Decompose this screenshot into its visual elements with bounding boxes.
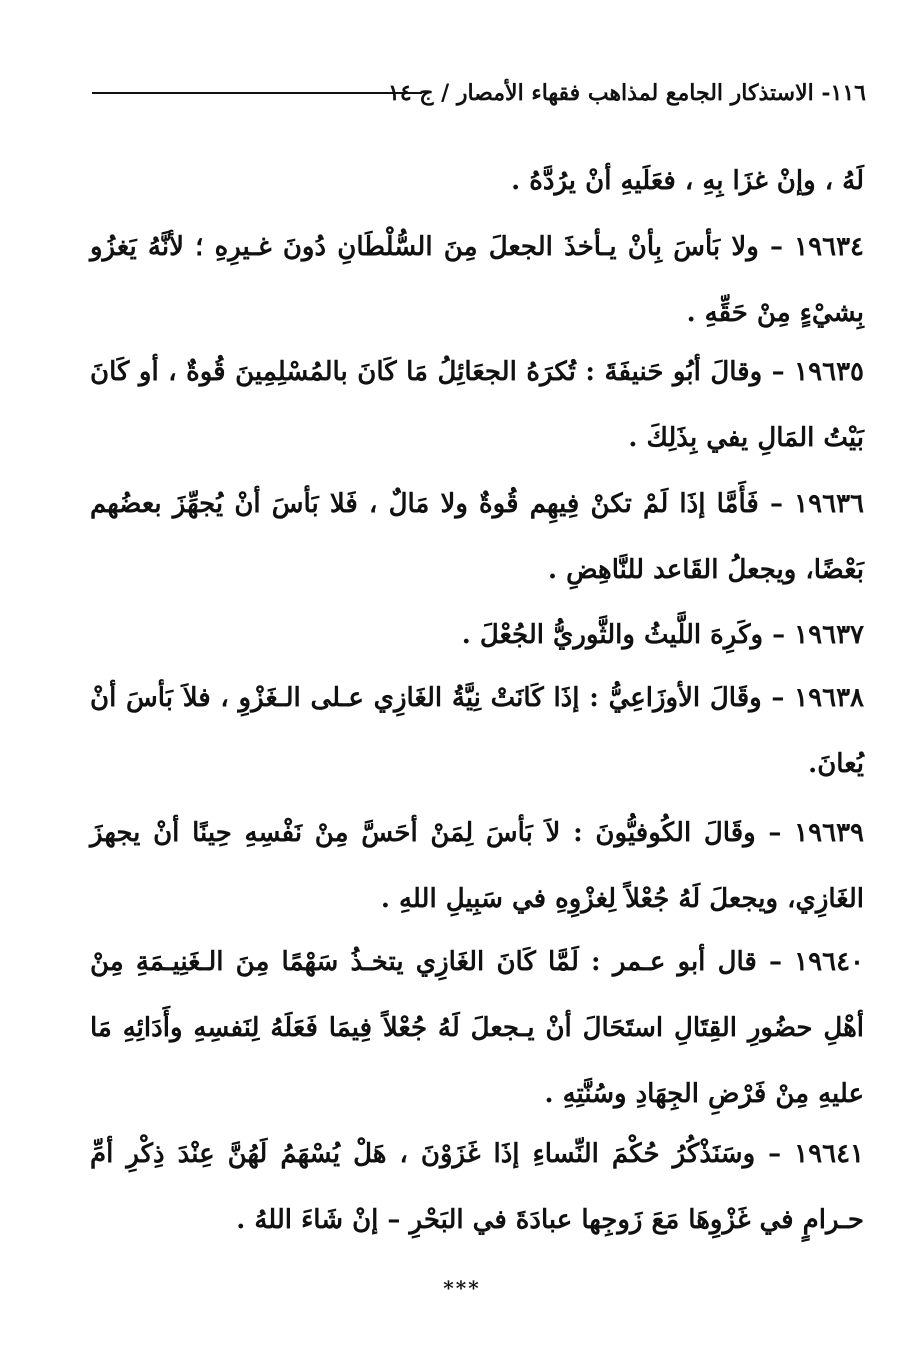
paragraph-19637: ١٩٦٣٧ – وكَرِهَ اللَّيثُ والثَّوريُّ الجُعْلَ . <box>461 620 864 650</box>
section-separator: *** <box>443 1276 481 1300</box>
paragraph-continuation: لَهُ ، وإنْ غزَا بِهِ ، فعَلَيهِ أنْ يرُدَّهُ . <box>511 166 864 196</box>
paragraph-19641: ١٩٦٤١ – وسَنَذْكُرُ حُكْمَ النِّساءِ إذَا غَزَوْنَ ، هَلْ يُسْهَمُ لَهُنَّ عِنْدَ ذِكْرِ أمِّ حـرامٍ في غَزْوِهَا مَعَ زَوجِها عبادَةَ في البَحْرِ – إنْ شَاءَ اللهُ . <box>90 1139 864 1235</box>
paragraph-19635: ١٩٦٣٥ – وقالَ أبُو حَنيفَةَ : تُكرَهُ الجعَائِلُ مَا كَانَ بالمُسْلِمِينَ قُوةٌ ، أو كَانَ بَيْتُ المَالِ يفي بِذَلِكَ . <box>90 357 864 453</box>
paragraph-19638: ١٩٦٣٨ – وقَالَ الأوزَاعِيُّ : إذَا كَانَتْ نِيَّةُ الغَازِي عـلى الـغَزْوِ ، فلاَ بَأسَ أنْ يُعانَ. <box>90 683 864 779</box>
paragraph-19640: ١٩٦٤٠ – قال أبو عـمر : لَمَّا كَانَ الغَازِي يتخـذُ سَهْمًا مِنَ الـغَنِيـمَةِ مِنْ أهْلِ حضُورِ القِتَالِ استَحَالَ أنْ يـجعلَ لَهُ جُعْلاً فِيمَا فَعَلَهُ لِنَفسِهِ وأَدَائِهِ مَا عليهِ مِنْ فَرْضِ الجِهَادِ وسُنَّتِهِ . <box>90 947 864 1109</box>
running-header: ١١٦- الاستذكار الجامع لمذاهب فقهاء الأمصار / ج ١٤ <box>388 80 866 106</box>
header-rule <box>92 92 422 94</box>
paragraph-19639: ١٩٦٣٩ – وقَالَ الكُوفيُّونَ : لاَ بَأسَ لِمَنْ أحَسَّ مِنْ نَفْسِهِ حِينًا أنْ يجهزَ الغَازِي، ويجعلَ لَهُ جُعْلاً لِغزْوِهِ في سَبِيلِ اللهِ . <box>90 818 864 914</box>
paragraph-19634: ١٩٦٣٤ – ولا بَأسَ بِأنْ يـأخذَ الجعلَ مِنَ السُّلْطَانِ دُونَ غـيرِهِ ؛ لأنَّهُ يَغزُو بِشيْءٍ مِنْ حَقِّهِ . <box>90 232 864 328</box>
paragraph-19636: ١٩٦٣٦ – فَأَمَّا إذَا لَمْ تكنْ فِيهِم قُوةٌ ولا مَالٌ ، فَلا بَأسَ أنْ يُجهِّزَ بعضُهم بَعْضًا، ويجعلُ القَاعد للنَّاهِضِ . <box>90 489 864 585</box>
